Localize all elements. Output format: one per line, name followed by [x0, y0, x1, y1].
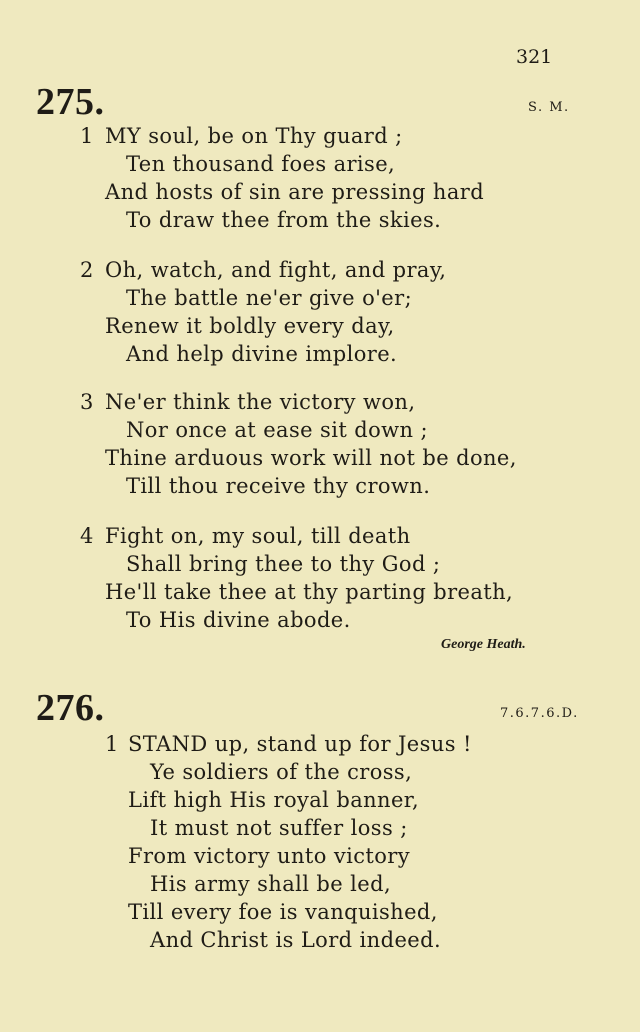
verse-line: MY soul, be on Thy guard ; — [105, 124, 403, 148]
verse-line: His army shall be led, — [150, 872, 392, 896]
verse-number: 3 — [80, 390, 94, 414]
verse-line: And help divine implore. — [126, 342, 398, 366]
verse-line: He'll take thee at thy parting breath, — [105, 580, 514, 604]
verse-number: 1 — [80, 124, 94, 148]
verse-line: Renew it boldly every day, — [105, 314, 395, 338]
verse-line: Oh, watch, and fight, and pray, — [105, 258, 447, 282]
verse-number: 2 — [80, 258, 94, 282]
hymn-author: George Heath. — [441, 637, 526, 652]
verse-line: And Christ is Lord indeed. — [150, 928, 442, 952]
hymn-meter: 7.6.7.6.D. — [500, 706, 579, 721]
verse-line: Ne'er think the victory won, — [105, 390, 416, 414]
hymn-meter: S. M. — [528, 100, 570, 115]
verse-line: Ten thousand foes arise, — [126, 152, 396, 176]
verse-line: Lift high His royal banner, — [128, 788, 420, 812]
page-number: 321 — [516, 46, 553, 68]
verse-line: Fight on, my soul, till death — [105, 524, 411, 548]
verse-line: From victory unto victory — [128, 844, 410, 868]
verse-number: 4 — [80, 524, 94, 548]
verse-number: 1 — [105, 732, 119, 756]
verse-line: The battle ne'er give o'er; — [126, 286, 413, 310]
hymn-number: 276. — [36, 687, 105, 729]
verse-line: Shall bring thee to thy God ; — [126, 552, 441, 576]
verse-line: Nor once at ease sit down ; — [126, 418, 428, 442]
verse-line: Till thou receive thy crown. — [126, 474, 431, 498]
verse-line: It must not suffer loss ; — [150, 816, 408, 840]
hymn-number: 275. — [36, 81, 105, 123]
verse-line: Till every foe is vanquished, — [128, 900, 438, 924]
verse-line: And hosts of sin are pressing hard — [105, 180, 485, 204]
verse-line: Ye soldiers of the cross, — [150, 760, 413, 784]
verse-line: Thine arduous work will not be done, — [105, 446, 517, 470]
verse-line: To draw thee from the skies. — [126, 208, 442, 232]
verse-line: STAND up, stand up for Jesus ! — [128, 732, 472, 756]
verse-line: To His divine abode. — [126, 608, 351, 632]
